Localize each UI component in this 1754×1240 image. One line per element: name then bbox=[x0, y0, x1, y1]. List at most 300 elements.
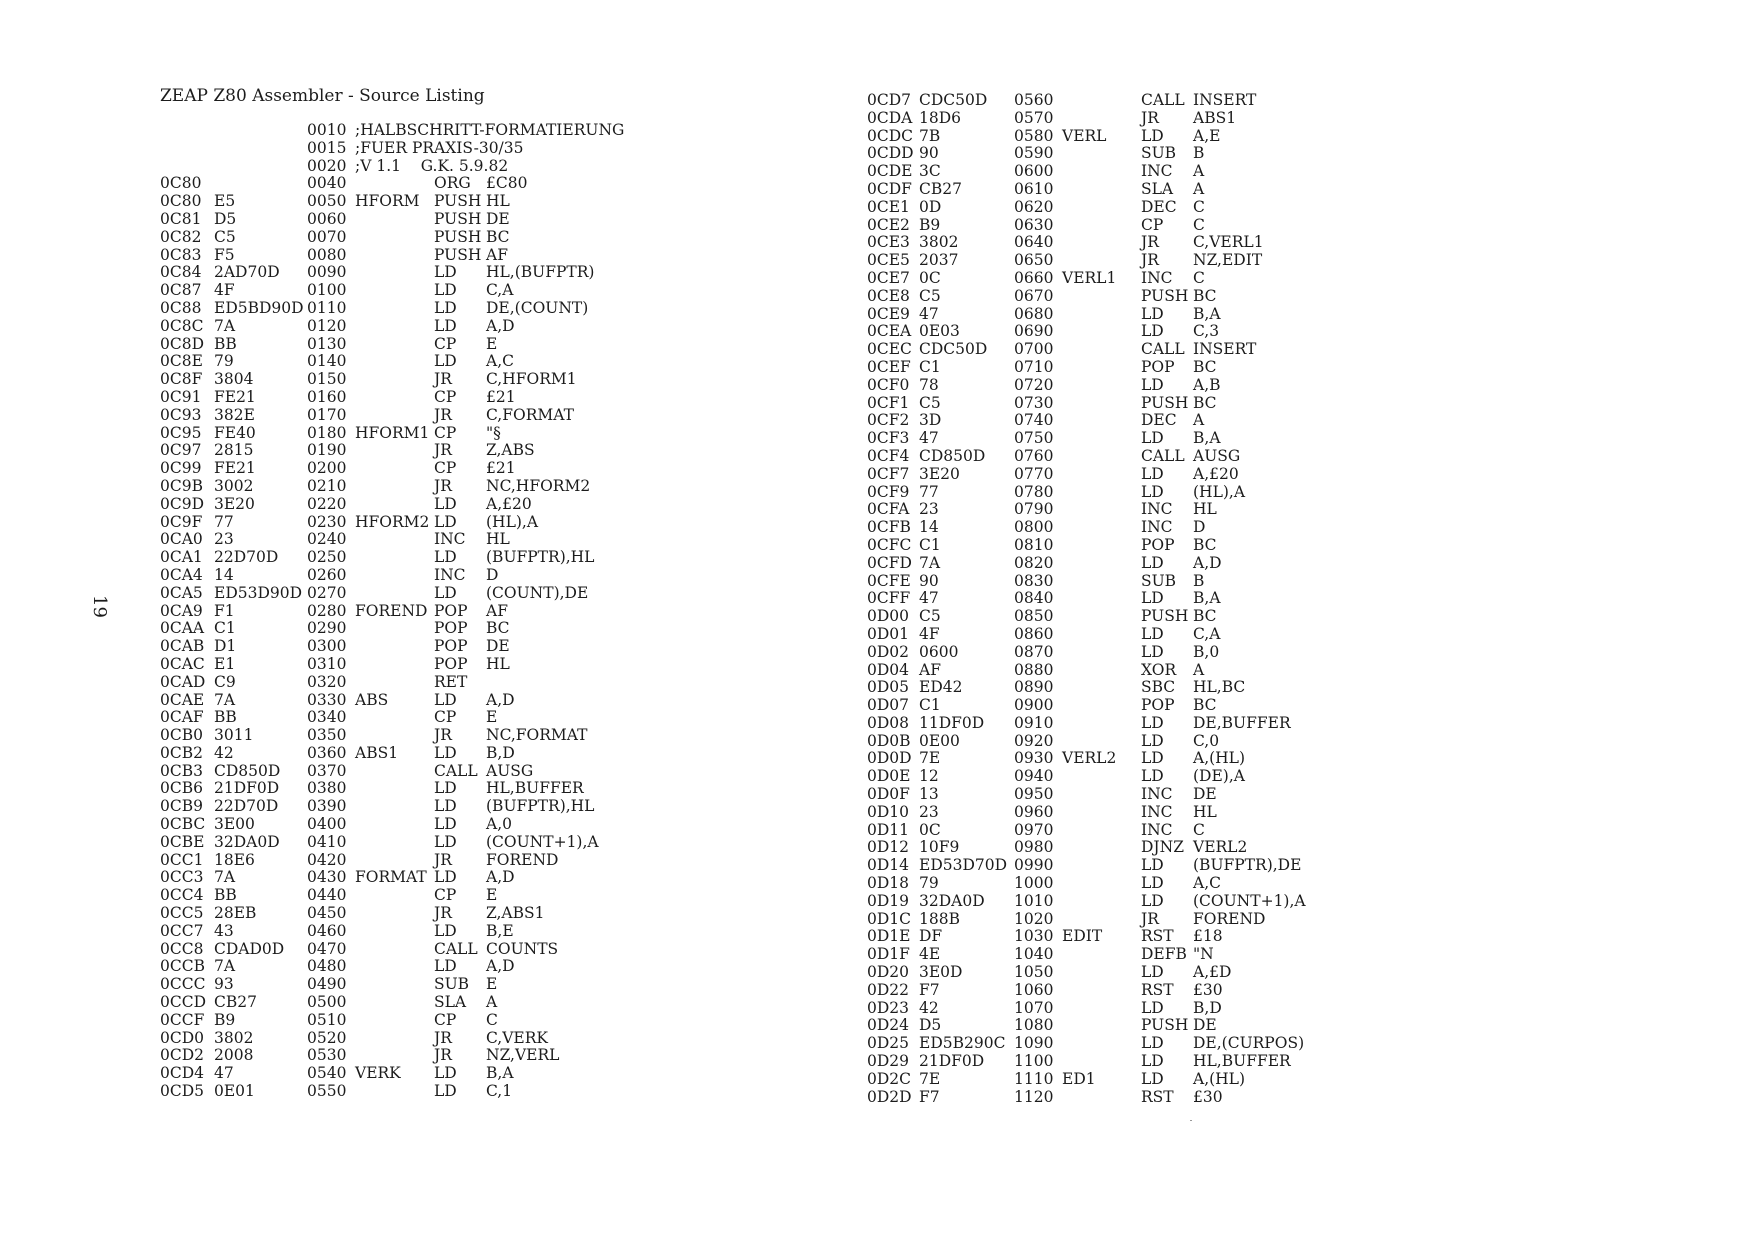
line-op: PUSH bbox=[434, 209, 482, 228]
listing-line bbox=[160, 852, 599, 870]
line-label bbox=[355, 923, 434, 941]
listing-line bbox=[867, 92, 1306, 110]
line-label: ;FUER PRAXIS-30/35 bbox=[355, 138, 524, 157]
line-addr: 0C80 bbox=[160, 192, 202, 211]
line-num: 0200 bbox=[307, 459, 347, 478]
line-label bbox=[1062, 839, 1141, 857]
line-label bbox=[355, 389, 434, 407]
listing-line bbox=[867, 662, 1306, 680]
line-label bbox=[355, 780, 434, 798]
line-label bbox=[355, 638, 434, 656]
line-op: PUSH bbox=[1141, 1016, 1189, 1035]
line-arg: HL bbox=[1193, 500, 1217, 519]
line-arg: £30 bbox=[1193, 980, 1223, 999]
line-op: JR bbox=[1141, 108, 1159, 127]
line-code: CB27 bbox=[919, 179, 962, 198]
line-num: 0360 bbox=[307, 743, 347, 762]
listing-line bbox=[867, 733, 1306, 751]
line-label bbox=[355, 994, 434, 1012]
line-label: VERL1 bbox=[1062, 268, 1117, 287]
line-num: 0340 bbox=[307, 708, 347, 727]
line-num: 0170 bbox=[307, 405, 347, 424]
line-addr: 0CB6 bbox=[160, 779, 203, 798]
line-num: 0690 bbox=[1014, 322, 1054, 341]
line-op: INC bbox=[434, 530, 466, 549]
line-label bbox=[355, 318, 434, 336]
line-num: 1090 bbox=[1014, 1034, 1054, 1053]
line-code: 7E bbox=[919, 749, 941, 768]
line-num: 0010 bbox=[307, 121, 347, 139]
line-code: 23 bbox=[919, 802, 939, 821]
line-op: CALL bbox=[1141, 340, 1185, 359]
line-addr: 0D10 bbox=[867, 802, 910, 821]
line-addr: 0CEA bbox=[867, 322, 912, 341]
listing-line bbox=[160, 140, 599, 158]
line-op: SUB bbox=[1141, 144, 1177, 163]
listing-line bbox=[160, 692, 599, 710]
line-arg: B,0 bbox=[1193, 642, 1220, 661]
line-code: 0E03 bbox=[919, 322, 960, 341]
line-arg: HL,BC bbox=[1193, 678, 1246, 697]
line-num: 0910 bbox=[1014, 713, 1054, 732]
line-arg: B,A bbox=[486, 1064, 514, 1083]
line-num: 1110 bbox=[1014, 1069, 1054, 1088]
line-addr: 0D23 bbox=[867, 998, 910, 1017]
line-num: 0590 bbox=[1014, 144, 1054, 163]
line-num: 0880 bbox=[1014, 660, 1054, 679]
line-num: 0300 bbox=[307, 637, 347, 656]
line-code: 13 bbox=[919, 785, 939, 804]
line-addr bbox=[160, 158, 214, 176]
line-op: INC bbox=[1141, 820, 1173, 839]
listing-line bbox=[160, 1047, 599, 1065]
line-op: PUSH bbox=[1141, 286, 1189, 305]
line-num: 0470 bbox=[307, 939, 347, 958]
line-addr: 0CFA bbox=[867, 500, 910, 519]
line-op: POP bbox=[1141, 357, 1175, 376]
line-label bbox=[1062, 804, 1141, 822]
line-num: 0220 bbox=[307, 494, 347, 513]
line-label bbox=[1062, 341, 1141, 359]
line-addr: 0D05 bbox=[867, 678, 910, 697]
listing-line bbox=[867, 537, 1306, 555]
line-addr: 0CD4 bbox=[160, 1064, 205, 1083]
line-arg: (COUNT+1),A bbox=[486, 832, 599, 851]
line-code: 90 bbox=[919, 571, 939, 590]
line-addr: 0C99 bbox=[160, 459, 202, 478]
line-label bbox=[1062, 484, 1141, 502]
line-num: 0130 bbox=[307, 334, 347, 353]
line-code: 0E00 bbox=[919, 731, 960, 750]
line-addr: 0CE1 bbox=[867, 197, 910, 216]
line-op: POP bbox=[434, 654, 468, 673]
listing-line bbox=[867, 697, 1306, 715]
line-label bbox=[1062, 110, 1141, 128]
listing-line bbox=[867, 288, 1306, 306]
line-addr: 0CB9 bbox=[160, 797, 203, 816]
line-num: 0190 bbox=[307, 441, 347, 460]
line-op: CP bbox=[434, 886, 457, 905]
line-addr: 0CFC bbox=[867, 535, 912, 554]
line-op: JR bbox=[1141, 233, 1159, 252]
line-addr: 0CAB bbox=[160, 637, 205, 656]
line-num: 0270 bbox=[307, 583, 347, 602]
line-arg: C bbox=[1193, 197, 1205, 216]
line-label: EDIT bbox=[1062, 927, 1103, 946]
line-addr: 0D02 bbox=[867, 642, 910, 661]
line-arg: C bbox=[1193, 215, 1205, 234]
line-label bbox=[1062, 733, 1141, 751]
line-addr: 0CD7 bbox=[867, 91, 912, 109]
line-label bbox=[1062, 377, 1141, 395]
line-label bbox=[1062, 501, 1141, 519]
line-code: C9 bbox=[214, 672, 236, 691]
line-label bbox=[355, 1047, 434, 1065]
line-addr: 0CCC bbox=[160, 975, 206, 994]
listing-line bbox=[160, 549, 599, 567]
line-num: 0260 bbox=[307, 565, 347, 584]
line-addr: 0CC5 bbox=[160, 904, 204, 923]
listing-line bbox=[160, 816, 599, 834]
line-op bbox=[434, 122, 486, 140]
line-op: LD bbox=[1141, 482, 1164, 501]
line-num: 0140 bbox=[307, 352, 347, 371]
line-addr: 0D24 bbox=[867, 1016, 910, 1035]
line-num: 0570 bbox=[1014, 108, 1054, 127]
line-op: LD bbox=[434, 779, 457, 798]
line-addr: 0CE5 bbox=[867, 251, 910, 270]
line-num: 0750 bbox=[1014, 429, 1054, 448]
line-code: 3802 bbox=[214, 1028, 254, 1047]
line-addr: 0C88 bbox=[160, 298, 202, 317]
line-num: 0460 bbox=[307, 921, 347, 940]
line-addr bbox=[160, 122, 214, 140]
listing-column-right bbox=[867, 92, 1306, 1106]
line-addr: 0D2C bbox=[867, 1069, 912, 1088]
line-addr: 0CBE bbox=[160, 832, 205, 851]
line-code bbox=[214, 158, 307, 176]
line-code: 7A bbox=[214, 316, 236, 335]
line-code: 14 bbox=[919, 518, 939, 537]
line-addr: 0CCB bbox=[160, 957, 205, 976]
line-code: BB bbox=[214, 334, 237, 353]
line-code: 2AD70D bbox=[214, 263, 280, 282]
line-arg: A,D bbox=[486, 316, 515, 335]
line-code: 3C bbox=[919, 162, 941, 181]
listing-line bbox=[867, 875, 1306, 893]
line-num: 0100 bbox=[307, 281, 347, 300]
line-code: ED53D70D bbox=[919, 856, 1008, 875]
listing-line bbox=[160, 745, 599, 763]
listing-line bbox=[867, 270, 1306, 288]
line-op: CP bbox=[434, 459, 457, 478]
line-arg: (HL),A bbox=[1193, 482, 1246, 501]
line-code: 3002 bbox=[214, 476, 254, 495]
listing-line bbox=[160, 211, 599, 229]
line-label bbox=[1062, 982, 1141, 1000]
line-num: 0050 bbox=[307, 192, 347, 211]
line-num: 0840 bbox=[1014, 589, 1054, 608]
line-op: CP bbox=[434, 334, 457, 353]
line-code: 93 bbox=[214, 975, 234, 994]
line-op: LD bbox=[1141, 624, 1164, 643]
line-op bbox=[434, 158, 486, 176]
line-addr: 0CAD bbox=[160, 672, 206, 691]
line-addr: 0CE3 bbox=[867, 233, 910, 252]
line-num: 1060 bbox=[1014, 980, 1054, 999]
line-label bbox=[1062, 822, 1141, 840]
listing-line bbox=[867, 857, 1306, 875]
line-op: DEC bbox=[1141, 411, 1177, 430]
line-arg: A,(HL) bbox=[1193, 749, 1246, 768]
line-addr: 0CF3 bbox=[867, 429, 910, 448]
line-label bbox=[355, 834, 434, 852]
line-op: JR bbox=[434, 405, 452, 424]
line-op: JR bbox=[434, 1046, 452, 1065]
line-label bbox=[355, 229, 434, 247]
line-num: 0600 bbox=[1014, 162, 1054, 181]
line-label bbox=[1062, 395, 1141, 413]
listing-line bbox=[867, 412, 1306, 430]
line-code: 11DF0D bbox=[919, 713, 985, 732]
line-num: 0560 bbox=[1014, 91, 1054, 109]
listing-line bbox=[160, 389, 599, 407]
listing-line bbox=[160, 425, 599, 443]
line-addr: 0CAC bbox=[160, 654, 205, 673]
line-op: INC bbox=[1141, 162, 1173, 181]
line-arg: INSERT bbox=[1193, 340, 1257, 359]
line-code: D1 bbox=[214, 637, 237, 656]
line-arg: BC bbox=[486, 227, 510, 246]
line-num: 0510 bbox=[307, 1010, 347, 1029]
listing-line bbox=[867, 163, 1306, 181]
line-op: LD bbox=[434, 263, 457, 282]
line-arg: FOREND bbox=[486, 850, 559, 869]
listing-line bbox=[867, 181, 1306, 199]
line-addr: 0CE7 bbox=[867, 268, 910, 287]
listing-line bbox=[160, 887, 599, 905]
line-op: LD bbox=[1141, 322, 1164, 341]
line-addr: 0C97 bbox=[160, 441, 202, 460]
line-code: 4F bbox=[214, 281, 235, 300]
line-code: D5 bbox=[214, 209, 237, 228]
line-addr: 0CCF bbox=[160, 1010, 205, 1029]
line-arg: HL bbox=[1193, 802, 1217, 821]
line-num: 0710 bbox=[1014, 357, 1054, 376]
line-label bbox=[355, 282, 434, 300]
line-num: 1030 bbox=[1014, 927, 1054, 946]
listing-line bbox=[160, 318, 599, 336]
line-label: ;V 1.1 G.K. 5.9.82 bbox=[355, 156, 509, 175]
line-code: FE40 bbox=[214, 423, 256, 442]
line-num: 0730 bbox=[1014, 393, 1054, 412]
listing-line bbox=[867, 1017, 1306, 1035]
line-code: 3E20 bbox=[214, 494, 255, 513]
line-op: DJNZ bbox=[1141, 838, 1184, 857]
line-op: JR bbox=[434, 370, 452, 389]
line-arg: £18 bbox=[1193, 927, 1223, 946]
line-num: 0350 bbox=[307, 726, 347, 745]
listing-line bbox=[160, 264, 599, 282]
line-code: FE21 bbox=[214, 387, 256, 406]
line-op: INC bbox=[1141, 500, 1173, 519]
line-label bbox=[355, 496, 434, 514]
line-code: BB bbox=[214, 886, 237, 905]
line-op: LD bbox=[434, 797, 457, 816]
listing-line bbox=[867, 928, 1306, 946]
line-arg: Z,ABS1 bbox=[486, 904, 545, 923]
line-label bbox=[1062, 466, 1141, 484]
listing-line bbox=[160, 674, 599, 692]
line-code: C5 bbox=[919, 607, 941, 626]
line-num: 0780 bbox=[1014, 482, 1054, 501]
line-op: POP bbox=[434, 601, 468, 620]
listing-line bbox=[160, 407, 599, 425]
line-arg: HL bbox=[486, 654, 510, 673]
line-num: 1000 bbox=[1014, 874, 1054, 893]
line-arg: C,FORMAT bbox=[486, 405, 574, 424]
line-arg: A bbox=[1193, 162, 1205, 181]
line-addr: 0D12 bbox=[867, 838, 910, 857]
line-label: HFORM2 bbox=[355, 512, 430, 531]
line-addr: 0C8F bbox=[160, 370, 203, 389]
line-arg: FOREND bbox=[1193, 909, 1266, 928]
line-code: FE21 bbox=[214, 459, 256, 478]
line-arg: HL,(BUFPTR) bbox=[486, 263, 595, 282]
line-label bbox=[355, 727, 434, 745]
line-addr: 0CA1 bbox=[160, 548, 203, 567]
listing-line bbox=[867, 804, 1306, 822]
line-addr: 0D01 bbox=[867, 624, 910, 643]
line-code: 2815 bbox=[214, 441, 254, 460]
line-code: 7A bbox=[919, 553, 941, 572]
listing-line bbox=[160, 656, 599, 674]
line-label bbox=[355, 407, 434, 425]
line-label bbox=[1062, 786, 1141, 804]
line-addr: 0CDF bbox=[867, 179, 912, 198]
listing-line bbox=[160, 496, 599, 514]
line-arg: DE,BUFFER bbox=[1193, 713, 1291, 732]
listing-line bbox=[867, 573, 1306, 591]
line-addr: 0CC8 bbox=[160, 939, 204, 958]
listing-line bbox=[867, 555, 1306, 573]
line-num: 0310 bbox=[307, 654, 347, 673]
line-addr: 0CFE bbox=[867, 571, 911, 590]
line-addr: 0CAF bbox=[160, 708, 204, 727]
line-code: 7B bbox=[919, 126, 941, 145]
line-label bbox=[355, 442, 434, 460]
line-num: 0770 bbox=[1014, 464, 1054, 483]
line-code: 42 bbox=[214, 743, 234, 762]
listing-title: ZEAP Z80 Assembler - Source Listing bbox=[160, 86, 485, 106]
line-addr: 0C91 bbox=[160, 387, 202, 406]
line-addr: 0C87 bbox=[160, 281, 202, 300]
line-addr: 0D1F bbox=[867, 945, 910, 964]
listing-line bbox=[160, 300, 599, 318]
listing-line bbox=[867, 145, 1306, 163]
line-addr: 0CDA bbox=[867, 108, 913, 127]
line-addr: 0CFF bbox=[867, 589, 911, 608]
line-label: ABS1 bbox=[355, 743, 399, 762]
line-num: 0830 bbox=[1014, 571, 1054, 590]
line-label bbox=[1062, 1017, 1141, 1035]
line-addr: 0CF9 bbox=[867, 482, 910, 501]
line-addr: 0D00 bbox=[867, 607, 910, 626]
listing-line bbox=[867, 839, 1306, 857]
line-label bbox=[1062, 92, 1141, 110]
line-label bbox=[355, 958, 434, 976]
line-op: LD bbox=[1141, 767, 1164, 786]
line-label bbox=[1062, 1000, 1141, 1018]
line-label bbox=[355, 709, 434, 727]
line-label bbox=[355, 531, 434, 549]
line-label bbox=[1062, 644, 1141, 662]
line-label: HFORM1 bbox=[355, 423, 430, 442]
line-code: C5 bbox=[919, 286, 941, 305]
line-code: BB bbox=[214, 708, 237, 727]
line-op: PUSH bbox=[1141, 393, 1189, 412]
line-code: 79 bbox=[919, 874, 939, 893]
line-num: 0160 bbox=[307, 387, 347, 406]
line-arg: AF bbox=[486, 601, 508, 620]
line-label bbox=[355, 887, 434, 905]
line-num: 0620 bbox=[1014, 197, 1054, 216]
listing-line bbox=[160, 158, 599, 176]
line-label bbox=[1062, 893, 1141, 911]
line-arg: (BUFPTR),HL bbox=[486, 797, 595, 816]
line-arg: ABS1 bbox=[1193, 108, 1237, 127]
listing-line bbox=[160, 798, 599, 816]
line-num: 0090 bbox=[307, 263, 347, 282]
line-num: 0370 bbox=[307, 761, 347, 780]
line-addr: 0D08 bbox=[867, 713, 910, 732]
listing-line bbox=[160, 460, 599, 478]
line-op: LD bbox=[1141, 713, 1164, 732]
line-arg: B,A bbox=[1193, 429, 1221, 448]
line-arg: NZ,VERL bbox=[486, 1046, 560, 1065]
line-code: CD850D bbox=[919, 446, 986, 465]
line-code: 3E0D bbox=[919, 963, 963, 982]
line-arg: VERL2 bbox=[1193, 838, 1248, 857]
line-code: 18E6 bbox=[214, 850, 255, 869]
line-num: 0700 bbox=[1014, 340, 1054, 359]
line-label bbox=[1062, 430, 1141, 448]
line-op: INC bbox=[1141, 802, 1173, 821]
line-code: 0E01 bbox=[214, 1082, 255, 1101]
line-num: 0420 bbox=[307, 850, 347, 869]
line-arg: A bbox=[486, 993, 498, 1012]
line-code: ED53D90D bbox=[214, 583, 303, 602]
listing-line bbox=[160, 442, 599, 460]
line-addr: 0CB0 bbox=[160, 726, 203, 745]
line-arg: B,A bbox=[1193, 589, 1221, 608]
listing-line bbox=[160, 869, 599, 887]
line-label bbox=[1062, 679, 1141, 697]
line-arg: NC,HFORM2 bbox=[486, 476, 591, 495]
line-op: LD bbox=[434, 281, 457, 300]
line-num: 0180 bbox=[307, 423, 347, 442]
line-code: 18D6 bbox=[919, 108, 962, 127]
line-arg: C,A bbox=[486, 281, 514, 300]
line-addr: 0CF7 bbox=[867, 464, 910, 483]
listing-line bbox=[867, 501, 1306, 519]
line-addr: 0CDE bbox=[867, 162, 913, 181]
line-arg: (DE),A bbox=[1193, 767, 1245, 786]
line-num: 0390 bbox=[307, 797, 347, 816]
line-arg: C bbox=[486, 1010, 498, 1029]
line-label bbox=[1062, 519, 1141, 537]
line-label bbox=[355, 211, 434, 229]
